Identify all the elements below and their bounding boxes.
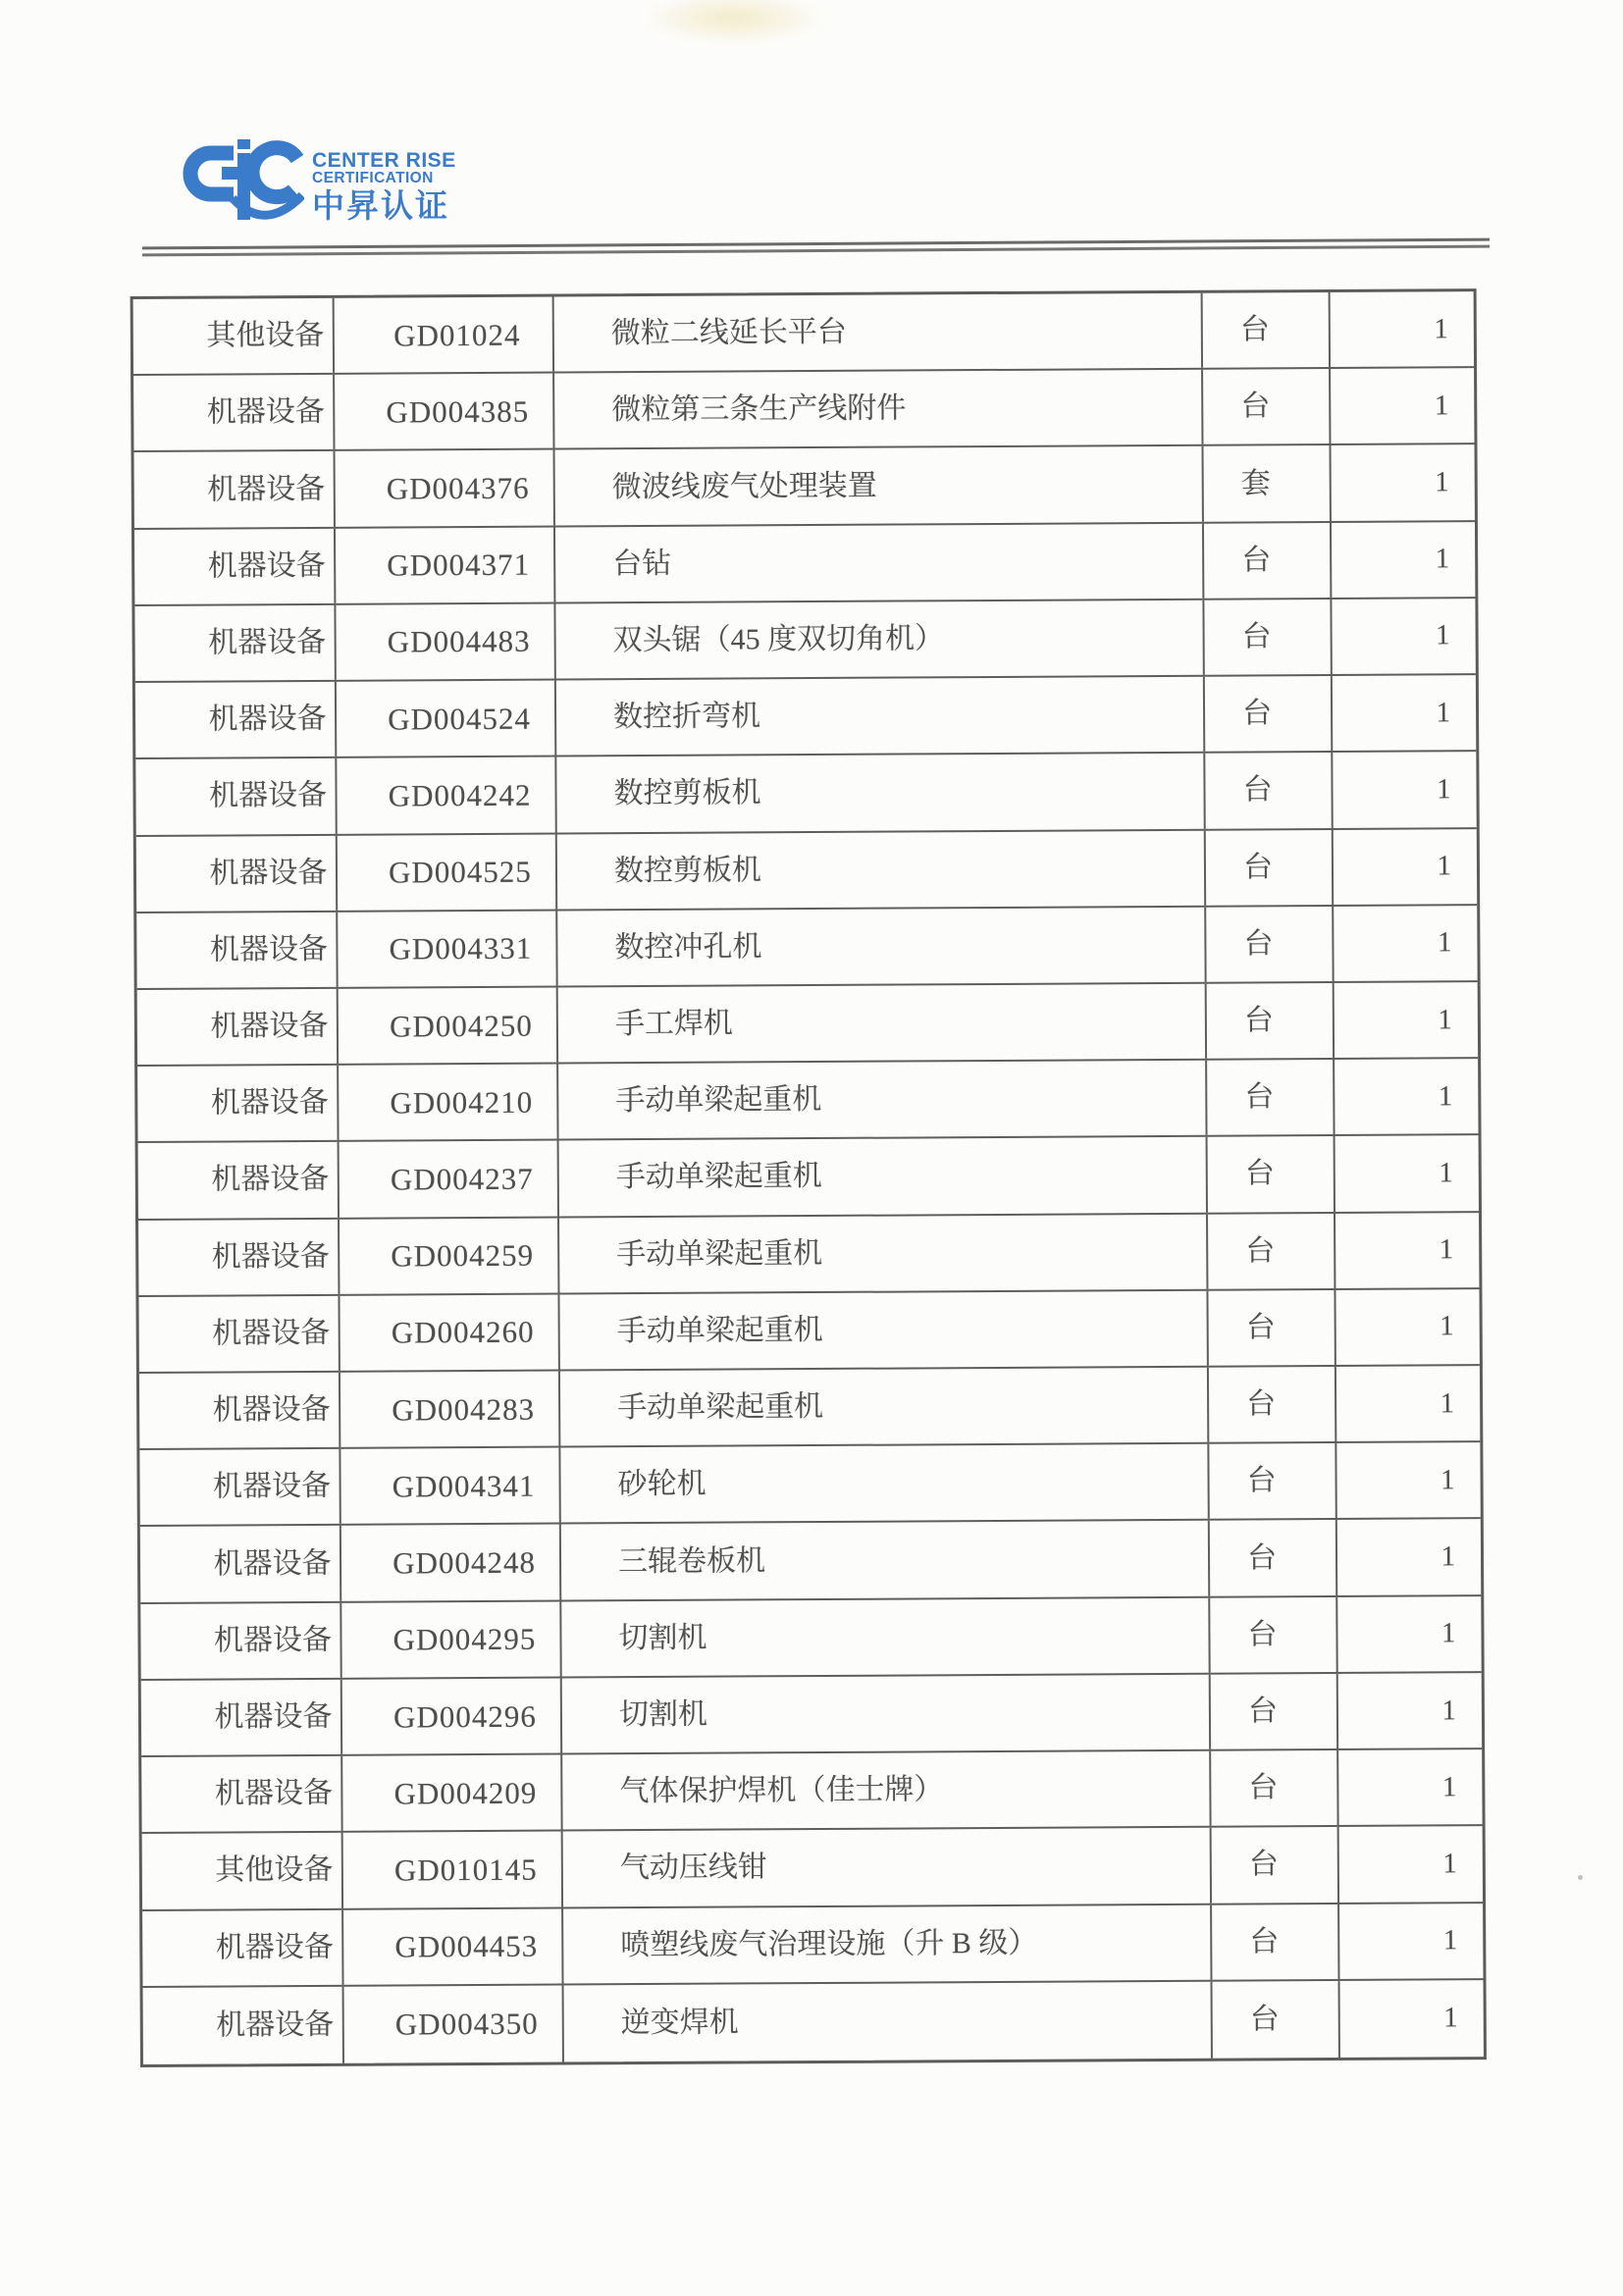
cell-category: 机器设备 [136, 835, 338, 911]
cell-quantity: 1 [1442, 1924, 1458, 1957]
cell-unit: 台 [1207, 983, 1335, 1059]
cell-code: GD004371 [336, 527, 555, 603]
cell-code: GD004237 [340, 1141, 559, 1217]
cell-description: 三辊卷板机 [561, 1521, 1210, 1599]
table-row [134, 522, 1475, 606]
cell-category: 机器设备 [142, 1909, 343, 1985]
cell-description: 微粒第三条生产线附件 [554, 370, 1203, 448]
cell-category: 机器设备 [139, 1373, 340, 1448]
cell-quantity: 1 [1440, 1617, 1456, 1649]
cell-unit: 台 [1210, 1597, 1337, 1673]
cell-category: 机器设备 [137, 1066, 339, 1141]
cell-category: 机器设备 [134, 605, 336, 681]
cell-category: 机器设备 [134, 528, 336, 603]
cell-description: 手动单梁起重机 [559, 1137, 1208, 1216]
table-row [134, 445, 1475, 530]
table-row [141, 1673, 1482, 1757]
cell-description: 手动单梁起重机 [560, 1368, 1209, 1446]
cell-quantity: 1 [1434, 312, 1448, 344]
cell-description: 微粒二线延长平台 [554, 293, 1203, 372]
cell-quantity: 1 [1440, 1540, 1456, 1573]
cell-category: 机器设备 [140, 1526, 341, 1601]
cell-category: 机器设备 [133, 375, 335, 450]
table-row [143, 1980, 1484, 2064]
cell-unit: 台 [1212, 1905, 1339, 1980]
cell-description: 微波线废气处理装置 [555, 446, 1204, 525]
cell-quantity: 1 [1438, 1003, 1452, 1035]
equipment-table [131, 288, 1487, 2067]
table-row [135, 675, 1476, 759]
cell-code: GD004209 [342, 1755, 562, 1832]
cell-category: 机器设备 [138, 1142, 340, 1218]
cell-code: GD010145 [343, 1832, 563, 1908]
cell-quantity: 1 [1436, 773, 1451, 806]
table-row [137, 1059, 1478, 1143]
cell-description: 喷塑线废气治理设施（升 B 级） [563, 1905, 1212, 1983]
cell-quantity: 1 [1442, 1848, 1457, 1880]
cell-category: 机器设备 [137, 989, 339, 1065]
cell-unit: 套 [1204, 445, 1332, 521]
cell-unit: 台 [1213, 1981, 1340, 2059]
cell-quantity: 1 [1438, 1080, 1453, 1113]
cell-category: 机器设备 [138, 1219, 340, 1294]
cell-description: 手动单梁起重机 [559, 1291, 1208, 1370]
cell-unit: 台 [1208, 1214, 1335, 1289]
cell-code: GD004296 [342, 1678, 562, 1754]
cell-description: 气动压线钳 [563, 1828, 1212, 1906]
cell-quantity: 1 [1435, 466, 1449, 498]
cell-unit: 台 [1207, 1060, 1335, 1135]
cell-code: GD004242 [337, 757, 556, 834]
table-row [138, 1136, 1479, 1221]
logo-line-en1: CENTER RISE [312, 149, 456, 172]
cell-quantity: 1 [1439, 1157, 1453, 1189]
cell-code: GD004483 [336, 603, 555, 680]
cell-unit: 台 [1208, 1290, 1335, 1366]
cell-unit: 台 [1203, 369, 1331, 444]
logo-line-cn: 中昇认证 [312, 187, 449, 224]
cell-category: 机器设备 [141, 1756, 342, 1832]
cell-code: GD004283 [340, 1372, 560, 1448]
cell-quantity: 1 [1436, 619, 1450, 652]
cell-unit: 台 [1211, 1750, 1338, 1826]
table-row [141, 1749, 1482, 1834]
crc-monogram-icon [179, 139, 304, 238]
table-row [134, 599, 1475, 683]
cell-code: GD004250 [339, 987, 558, 1064]
table-row [142, 1826, 1483, 1910]
table-row [139, 1442, 1480, 1527]
cell-description: 气体保护焊机（佳士牌） [562, 1751, 1211, 1830]
cell-quantity: 1 [1443, 2002, 1458, 2034]
cell-unit: 台 [1209, 1443, 1336, 1519]
cell-code: GD004295 [341, 1601, 561, 1678]
cell-code: GD004331 [338, 911, 557, 987]
cell-quantity: 1 [1439, 1233, 1454, 1266]
header-separator [142, 238, 1490, 257]
cell-description: 砂轮机 [560, 1444, 1209, 1523]
cell-code: GD004260 [340, 1294, 559, 1371]
cell-code: GD004525 [338, 834, 557, 911]
cell-category: 其他设备 [133, 298, 335, 374]
cell-description: 数控剪板机 [557, 830, 1206, 909]
cell-unit: 台 [1210, 1520, 1337, 1595]
table-row [139, 1366, 1480, 1450]
scan-speck [1578, 1875, 1583, 1880]
cell-category: 机器设备 [135, 682, 337, 757]
cell-unit: 台 [1211, 1674, 1338, 1749]
table-row [138, 1289, 1479, 1374]
cell-quantity: 1 [1434, 390, 1449, 422]
cell-quantity: 1 [1437, 850, 1452, 882]
cell-quantity: 1 [1437, 926, 1452, 959]
cell-unit: 台 [1205, 753, 1333, 828]
cell-category: 其他设备 [142, 1833, 343, 1908]
table-row [136, 906, 1477, 990]
cell-unit: 台 [1205, 676, 1333, 752]
cell-category: 机器设备 [134, 451, 336, 527]
cell-category: 机器设备 [138, 1296, 340, 1372]
scan-smudge [643, 0, 824, 43]
cell-category: 机器设备 [136, 913, 338, 988]
cell-unit: 台 [1204, 600, 1332, 675]
cell-quantity: 1 [1441, 1771, 1457, 1803]
cell-quantity: 1 [1440, 1386, 1455, 1419]
table-row [133, 291, 1474, 376]
cell-code: GD004385 [335, 374, 554, 450]
cell-quantity: 1 [1440, 1464, 1455, 1496]
cell-description: 双头锯（45 度双切角机） [555, 600, 1204, 679]
cell-category: 机器设备 [140, 1602, 341, 1678]
cell-code: GD004524 [337, 681, 556, 757]
cell-code: GD004350 [344, 1985, 564, 2063]
cell-category: 机器设备 [143, 1987, 344, 2064]
cell-category: 机器设备 [139, 1449, 340, 1525]
table-row [140, 1596, 1481, 1681]
cell-unit: 台 [1212, 1827, 1339, 1903]
table-row [138, 1213, 1479, 1297]
cell-description: 数控冲孔机 [557, 907, 1206, 985]
cell-description: 手动单梁起重机 [559, 1214, 1208, 1292]
cell-quantity: 1 [1436, 696, 1451, 729]
cell-code: GD004259 [340, 1218, 559, 1294]
cell-unit: 台 [1203, 292, 1331, 368]
cell-description: 数控剪板机 [556, 754, 1205, 832]
cell-description: 逆变焊机 [564, 1981, 1213, 2061]
table-row [142, 1904, 1483, 1988]
table-row [136, 829, 1477, 913]
cell-description: 数控折弯机 [556, 677, 1205, 756]
cell-description: 手工焊机 [558, 984, 1207, 1063]
cell-code: GD004376 [336, 450, 555, 527]
cell-code: GD004453 [343, 1908, 563, 1985]
table-row [140, 1520, 1481, 1604]
cell-unit: 台 [1208, 1136, 1335, 1212]
cell-quantity: 1 [1441, 1694, 1457, 1726]
cell-code: GD01024 [335, 297, 554, 373]
cell-unit: 台 [1206, 829, 1334, 905]
cell-unit: 台 [1209, 1367, 1336, 1442]
cell-description: 切割机 [561, 1597, 1210, 1676]
cell-description: 台钻 [555, 523, 1204, 601]
table-row [137, 982, 1478, 1067]
cell-category: 机器设备 [135, 758, 337, 834]
cell-unit: 台 [1206, 907, 1334, 982]
cell-description: 切割机 [562, 1675, 1211, 1753]
cell-description: 手动单梁起重机 [558, 1061, 1207, 1139]
cell-code: GD004341 [340, 1448, 560, 1525]
table-row [135, 752, 1476, 836]
cell-code: GD004248 [341, 1525, 561, 1601]
cell-code: GD004210 [339, 1065, 558, 1141]
cell-quantity: 1 [1440, 1310, 1454, 1342]
cell-unit: 台 [1204, 523, 1332, 599]
cell-quantity: 1 [1435, 543, 1450, 575]
cell-category: 机器设备 [141, 1680, 342, 1755]
table-row [133, 368, 1474, 452]
logo-line-en2: CERTIFICATION [312, 170, 434, 186]
